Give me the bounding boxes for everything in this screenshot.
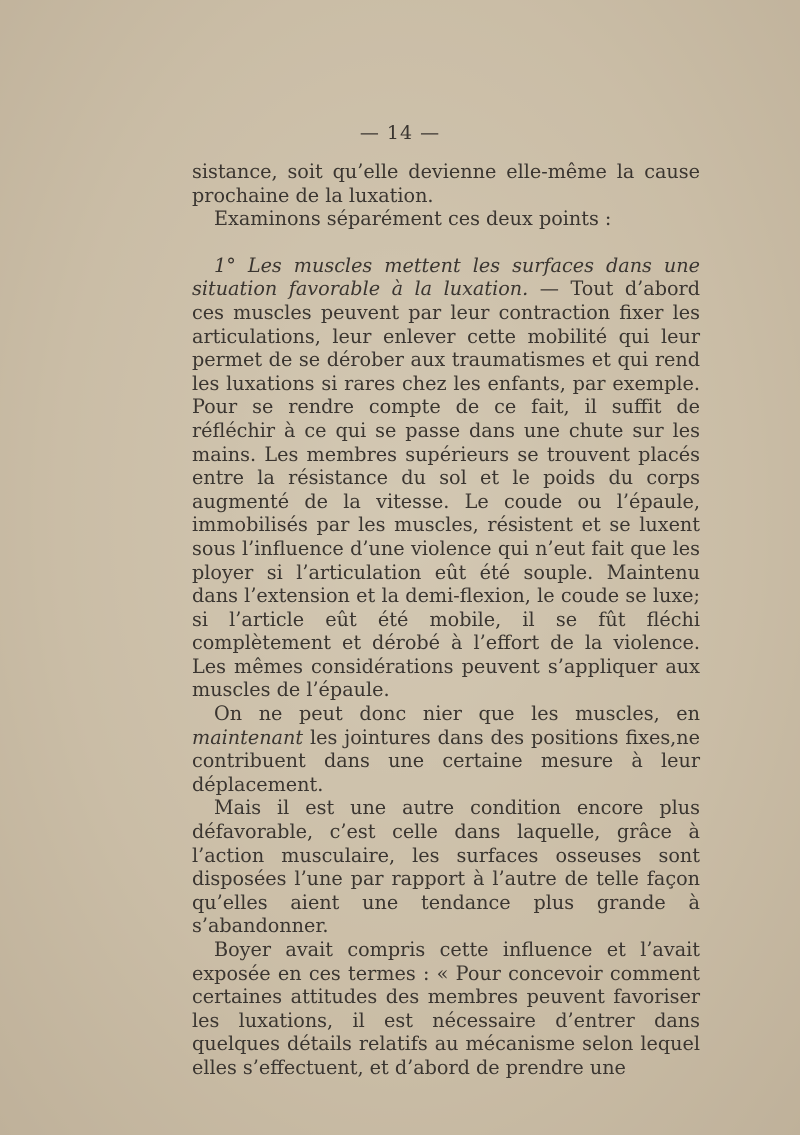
paragraph-section-1 (192, 254, 700, 702)
paragraph-continuation: sistance, soit qu’elle devienne elle-même la cause prochaine de la luxation. (192, 160, 700, 207)
body-text (192, 160, 700, 1080)
section-heading: 1° Les muscles mettent les surfaces dans une situation favorable à la luxation. (192, 253, 700, 301)
paragraph-muscles-end: les jointures dans des positions fixes,ne contribuent dans une certaine mesure à leur déplacement. (192, 725, 700, 796)
page-number: — 14 — (359, 122, 441, 144)
paragraph-boyer: Boyer avait compris cette influence et l’avait exposée en ces termes : « Pour concevoir comment certaines attitudes des membres peuvent favoriser les luxations, il est nécessaire d’entrer dans quelques détails relatifs au mécanisme selon lequel elles s’effectuent, et d’abord de prendre une (192, 938, 700, 1079)
paragraph-gap (192, 231, 700, 254)
paragraph-muscles (192, 702, 700, 796)
paragraph-muscles-start: On ne peut donc nier que les muscles, en (214, 702, 700, 726)
paragraph-condition: Mais il est une autre condition encore plus défavorable, c’est celle dans laquelle, grâce à l’action musculaire, les surfaces osseuses sont disposées l’une par rapport à l’autre de telle façon qu’elles aient une tendance plus grande à s’abandonner. (192, 796, 700, 938)
paragraph-intro: Examinons séparément ces deux points : (214, 207, 612, 231)
emphasis-word: maintenant (192, 725, 304, 749)
section-text: — Tout d’abord ces muscles peuvent par leur contraction fixer les articulations, leur enlever cette mobilité qui leur permet de se dérober aux traumatismes et qui rend les luxations si rares chez les enfants, par exemple. Pour se rendre compte de ce fait, il suffit de réfléchir à ce qui se passe dans une chute sur les mains. Les membres supérieurs se trouvent placés entre la résistance du sol et le poids du corps augmenté de la vitesse. Le coude ou l’épaule, immobilisés par les muscles, résistent et se luxent sous l’influence d’une violence qui n’eut fait que les ployer si l’articulation eût été souple. Maintenu dans l’extension et la demi-flexion, le coude se luxe; si l’article eût été mobile, il se fût fléchi complètement et dérobé à l’effort de la violence. Les mêmes considérations peuvent s’appliquer aux muscles de l’épaule. (192, 277, 700, 702)
